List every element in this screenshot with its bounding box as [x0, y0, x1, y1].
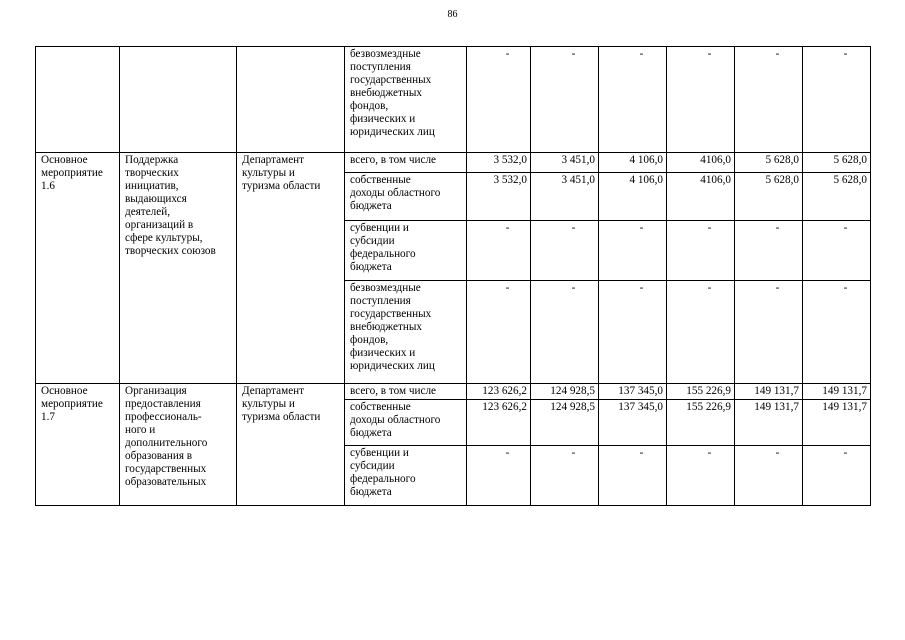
value-cell: 5 628,0 [803, 153, 871, 173]
content-cell: Организация предоставления профессиональ- ного и дополнительного образования в государственных образовательных [120, 384, 237, 506]
value-cell: 149 131,7 [735, 400, 803, 446]
value-cell: - [803, 47, 871, 153]
measure-cell: Основное мероприятие 1.7 [36, 384, 120, 506]
value-cell: 155 226,9 [667, 400, 735, 446]
value-cell: - [735, 47, 803, 153]
value-cell: 4106,0 [667, 173, 735, 221]
value-cell: 137 345,0 [599, 384, 667, 400]
value-cell: - [803, 221, 871, 281]
value-cell: 4 106,0 [599, 153, 667, 173]
value-cell: 5 628,0 [735, 173, 803, 221]
measure-cell: Основное мероприятие 1.6 [36, 153, 120, 384]
value-cell: 4 106,0 [599, 173, 667, 221]
value-cell: - [531, 47, 599, 153]
value-cell: - [599, 281, 667, 384]
value-cell: - [599, 221, 667, 281]
value-cell: - [735, 446, 803, 506]
funding-source-cell: безвозмездные поступления государственных внебюджетных фондов, физических и юридических лиц [345, 281, 467, 384]
table-row [36, 384, 871, 400]
page-number: 86 [447, 9, 458, 20]
value-cell: - [467, 221, 531, 281]
funding-source-cell: собственные доходы областного бюджета [345, 400, 467, 446]
value-cell: 124 928,5 [531, 384, 599, 400]
value-cell: - [599, 47, 667, 153]
funding-source-cell: субвенции и субсидии федерального бюджета [345, 446, 467, 506]
value-cell: 3 451,0 [531, 153, 599, 173]
content-cell: Поддержка творческих инициатив, выдающихся деятелей, организаций в сфере культуры, творческих союзов [120, 153, 237, 384]
funding-source-cell: субвенции и субсидии федерального бюджета [345, 221, 467, 281]
value-cell: 3 532,0 [467, 173, 531, 221]
value-cell: - [467, 446, 531, 506]
value-cell: - [531, 281, 599, 384]
value-cell: 137 345,0 [599, 400, 667, 446]
value-cell: 5 628,0 [735, 153, 803, 173]
funding-source-cell: всего, в том числе [345, 384, 467, 400]
value-cell: 123 626,2 [467, 400, 531, 446]
funding-source-cell: всего, в том числе [345, 153, 467, 173]
value-cell: 124 928,5 [531, 400, 599, 446]
value-cell: 123 626,2 [467, 384, 531, 400]
value-cell: 4106,0 [667, 153, 735, 173]
value-cell: - [531, 221, 599, 281]
value-cell: 149 131,7 [735, 384, 803, 400]
value-cell: 5 628,0 [803, 173, 871, 221]
measure-cell [36, 47, 120, 153]
table-row [36, 47, 871, 153]
value-cell: 155 226,9 [667, 384, 735, 400]
table-row [36, 153, 871, 173]
value-cell: - [667, 446, 735, 506]
value-cell: - [735, 221, 803, 281]
value-cell: 3 451,0 [531, 173, 599, 221]
value-cell: - [667, 47, 735, 153]
value-cell: 3 532,0 [467, 153, 531, 173]
funding-source-cell: собственные доходы областного бюджета [345, 173, 467, 221]
value-cell: - [599, 446, 667, 506]
value-cell: - [531, 446, 599, 506]
value-cell: - [667, 221, 735, 281]
content-cell [120, 47, 237, 153]
value-cell: - [735, 281, 803, 384]
budget-table [35, 46, 871, 506]
value-cell: - [803, 446, 871, 506]
executor-cell: Департамент культуры и туризма области [237, 153, 345, 384]
value-cell: - [667, 281, 735, 384]
value-cell: 149 131,7 [803, 400, 871, 446]
executor-cell: Департамент культуры и туризма области [237, 384, 345, 506]
value-cell: - [803, 281, 871, 384]
executor-cell [237, 47, 345, 153]
value-cell: - [467, 47, 531, 153]
value-cell: 149 131,7 [803, 384, 871, 400]
value-cell: - [467, 281, 531, 384]
funding-source-cell: безвозмездные поступления государственных внебюджетных фондов, физических и юридических лиц [345, 47, 467, 153]
